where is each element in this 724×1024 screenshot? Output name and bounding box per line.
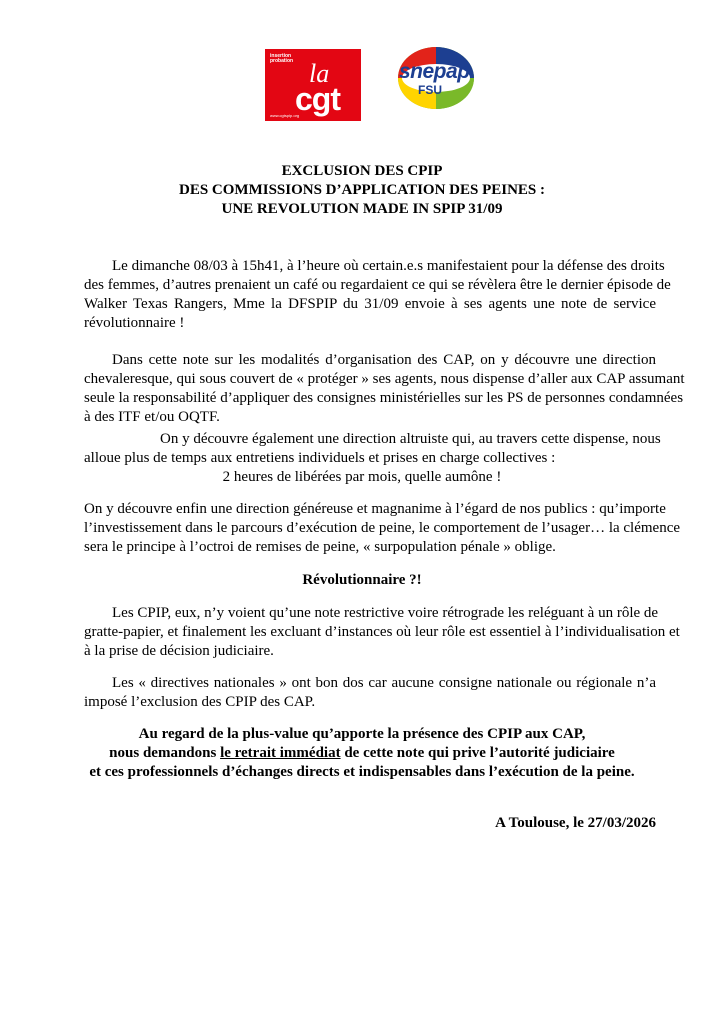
cgt-logo — [265, 49, 361, 121]
cgt-logo-text-probation: probation — [270, 58, 294, 64]
paragraph-3-line-2: alloue plus de temps aux entretiens individuels et prises en charge collectives : — [84, 450, 556, 466]
title-line-3: UNE REVOLUTION MADE IN SPIP 31/09 — [221, 201, 503, 217]
paragraph-3-line-3: 2 heures de libérées par mois, quelle aumône ! — [222, 469, 502, 485]
paragraph-2-line-3: seule la responsabilité d’appliquer des consignes ministérielles sur les PS de personnes condamnées — [84, 390, 684, 406]
signature-place-date: A Toulouse, le 27/03/2026 — [495, 815, 656, 831]
snepap-logo-fsu: FSU — [418, 83, 442, 97]
paragraph-5-line-2: gratte-papier, et finalement les excluant d’instances où leur rôle est essentiel à l’individualisation et — [84, 624, 680, 640]
paragraph-3-line-1: On y découvre également une direction altruiste qui, au travers cette dispense, nous — [160, 431, 661, 447]
cgt-logo-la: la — [309, 59, 330, 88]
subheading: Révolutionnaire ?! — [302, 572, 422, 588]
paragraph-2-line-1: Dans cette note sur les modalités d’organisation des CAP, on y découvre une direction — [112, 352, 656, 368]
title-line-1: EXCLUSION DES CPIP — [281, 163, 443, 179]
paragraph-5-line-3: à la prise de décision judiciaire. — [84, 643, 274, 659]
cgt-logo-url: www.cgtspip.org — [270, 113, 300, 118]
paragraph-1-line-1: Le dimanche 08/03 à 15h41, à l’heure où certain.e.s manifestaient pour la défense des droits — [112, 258, 665, 274]
cgt-logo-text-insertion: insertion — [270, 53, 292, 59]
paragraph-1-line-2: des femmes, d’autres prenaient un café ou regardaient ce qui se révèlera être le dernier épisode de — [84, 277, 671, 293]
paragraph-5-line-1: Les CPIP, eux, n’y voient qu’une note restrictive voire rétrograde les reléguant à un rôle de — [112, 605, 659, 621]
paragraph-6-line-2: imposé l’exclusion des CPIP des CAP. — [84, 694, 316, 710]
paragraph-4-line-2: l’investissement dans le parcours d’exécution de peine, le comportement de l’usager… la clémence — [84, 520, 681, 536]
paragraph-1-line-4: révolutionnaire ! — [84, 315, 185, 331]
paragraph-4-line-3: sera le principe à l’octroi de remises de peine, « surpopulation pénale » oblige. — [84, 539, 556, 555]
conclusion-line-2-end: de cette note qui prive l’autorité judiciaire — [340, 745, 615, 761]
paragraph-1-line-3: Walker Texas Rangers, Mme la DFSPIP du 31/09 envoie à ses agents une note de service — [84, 296, 656, 312]
paragraph-2-line-4: à des ITF et/ou OQTF. — [84, 409, 220, 425]
paragraph-2-line-2: chevaleresque, qui sous couvert de « protéger » ses agents, nous dispense d’aller aux CAP assumant — [84, 371, 685, 387]
paragraph-4-line-1: On y découvre enfin une direction généreuse et magnanime à l’égard de nos publics : qu’importe — [84, 501, 666, 517]
title-line-2: DES COMMISSIONS D’APPLICATION DES PEINES : — [178, 182, 546, 198]
conclusion-underlined-demand: le retrait immédiat — [220, 745, 341, 761]
cgt-logo-word: cgt — [295, 81, 340, 117]
conclusion-line-3: et ces professionnels d’échanges directs et indispensables dans l’exécution de la peine. — [89, 764, 635, 780]
snepap-logo-word: snepap — [399, 60, 470, 83]
conclusion-line-2-start: nous demandons — [109, 745, 221, 761]
conclusion-line-1: Au regard de la plus-value qu’apporte la présence des CPIP aux CAP, — [138, 726, 586, 742]
conclusion-line-2 — [0, 744, 724, 763]
paragraph-6-line-1: Les « directives nationales » ont bon dos car aucune consigne nationale ou régionale n’a — [112, 675, 656, 691]
